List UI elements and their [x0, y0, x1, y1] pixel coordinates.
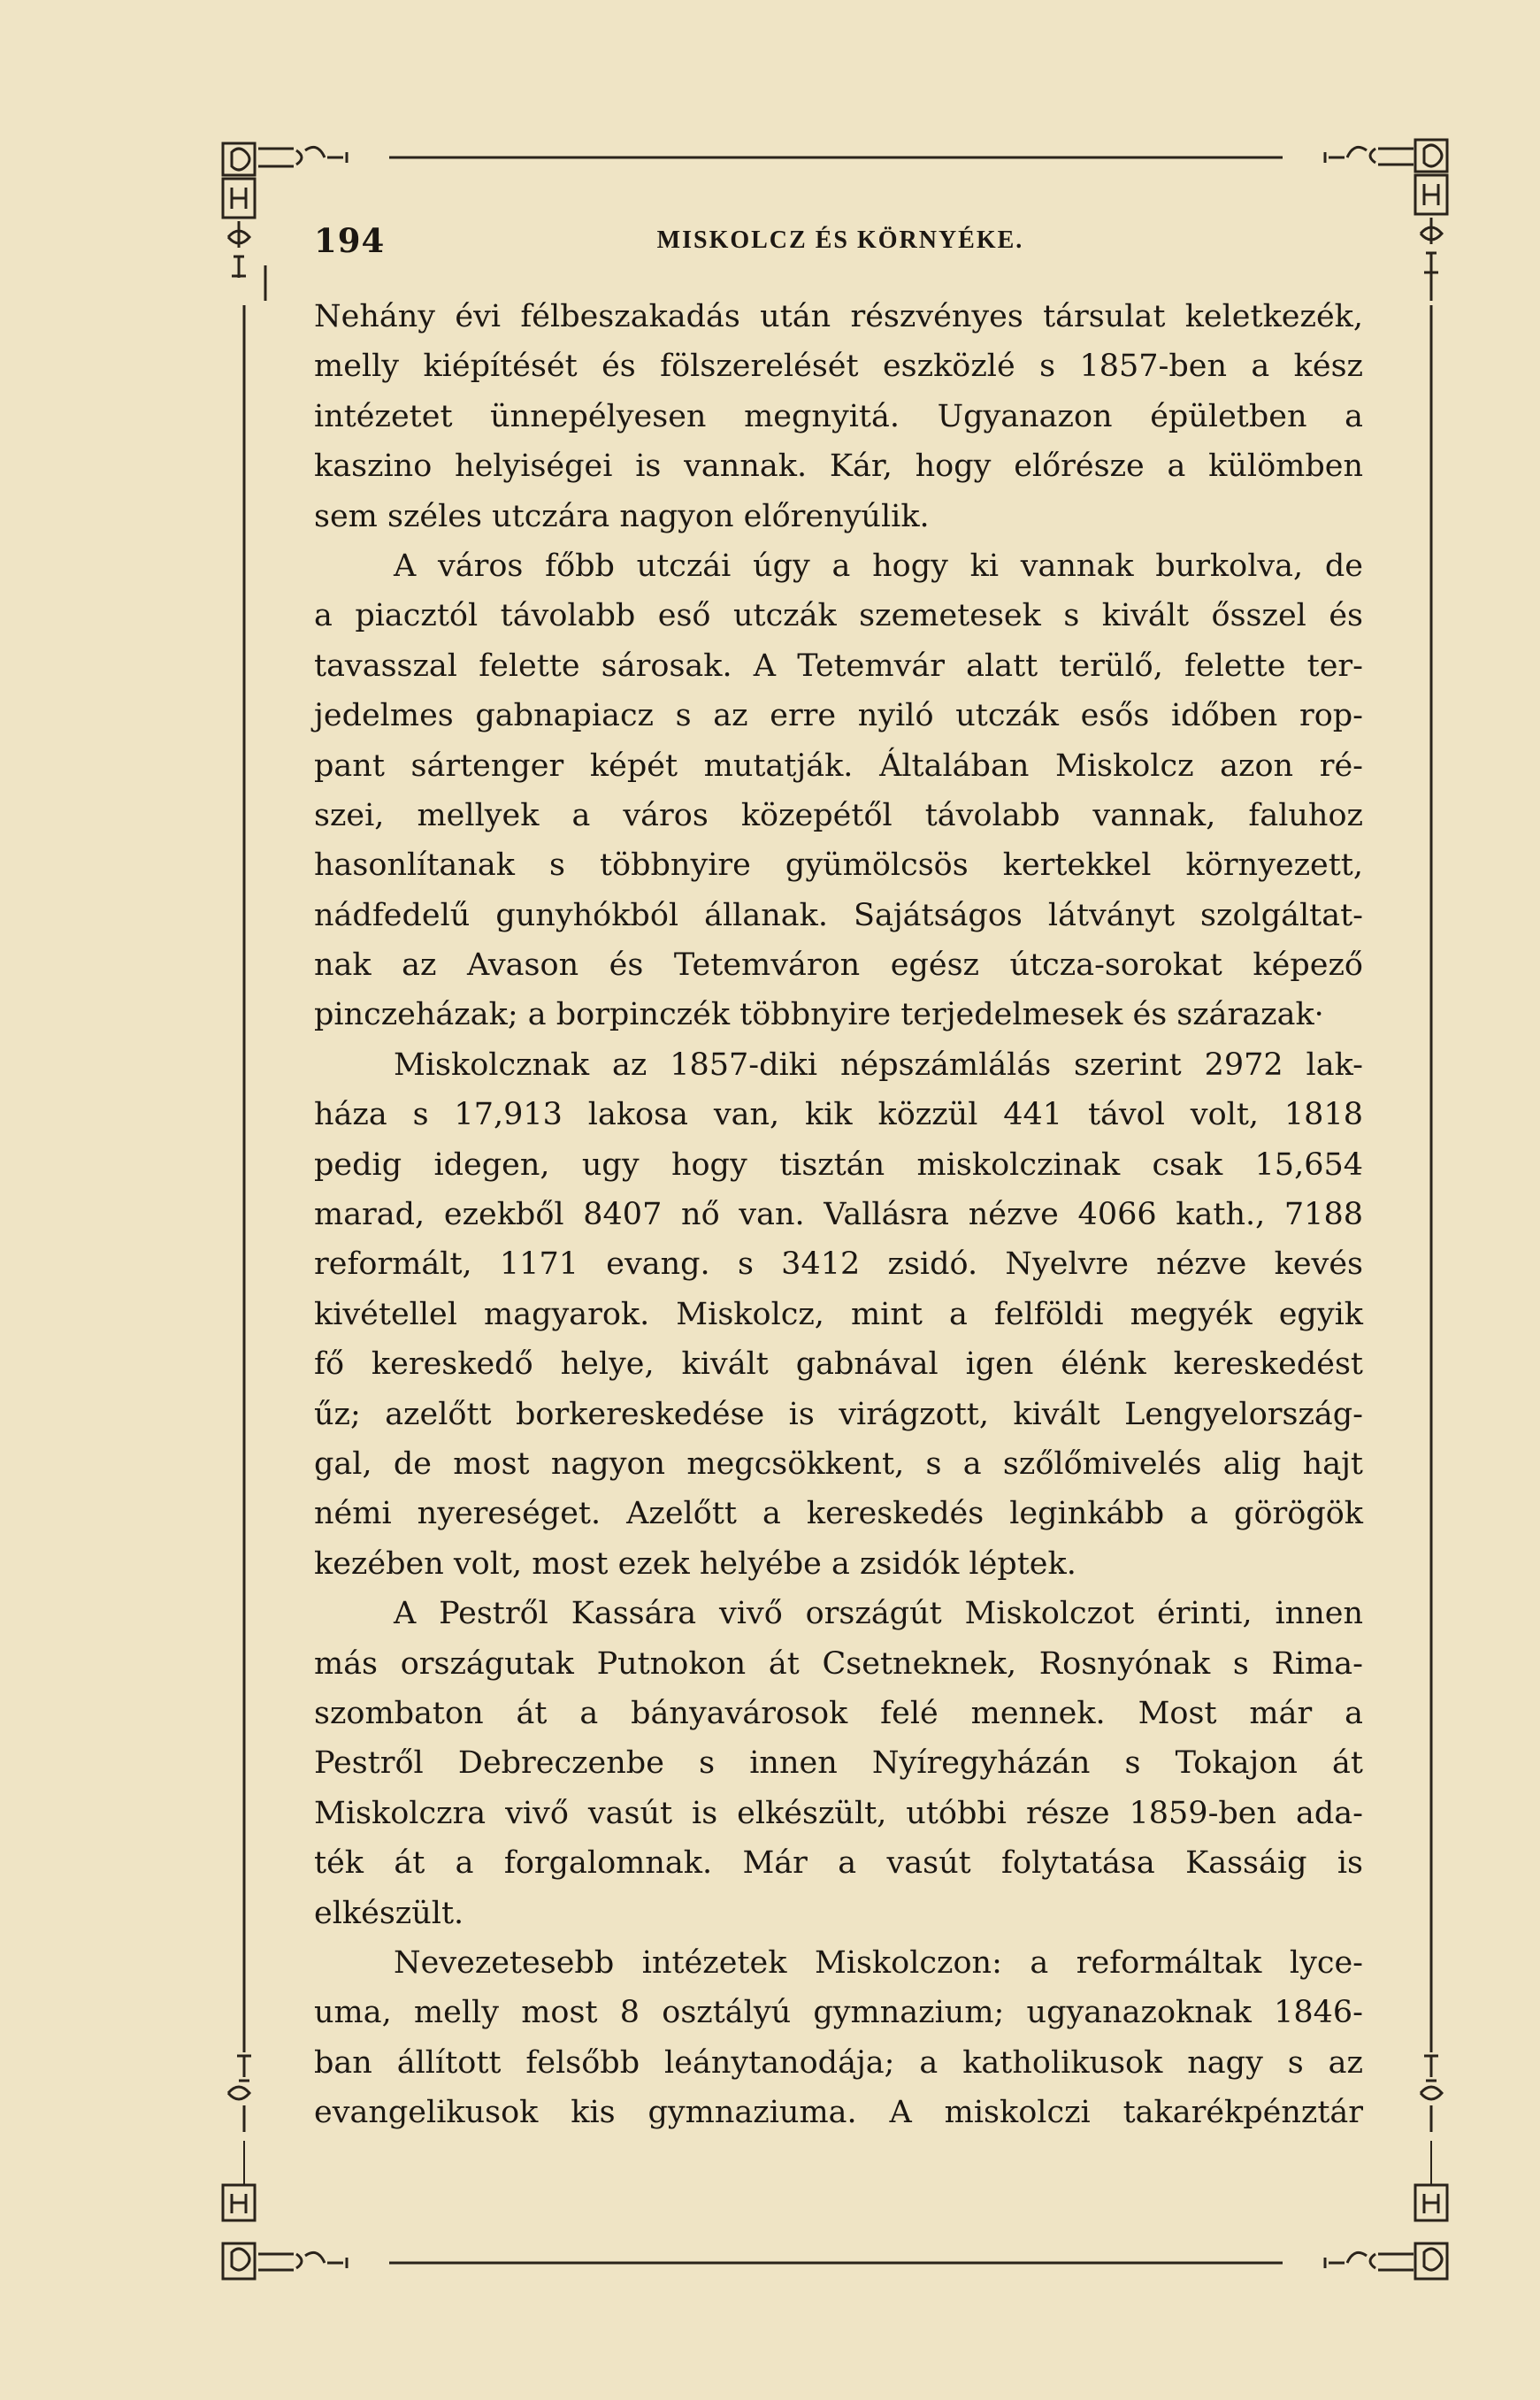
running-title: MISKOLCZ ÉS KÖRNYÉKE.: [656, 226, 1024, 254]
text-line: Nehány évi félbeszakadás után részvényes társulat keletkezék,: [314, 299, 1363, 334]
paragraph: [314, 1040, 1363, 1589]
paragraph: [314, 292, 1363, 541]
page-number: 194: [314, 221, 386, 260]
text-line: Nevezetesebb intézetek Miskolczon: a reformáltak lyce-: [394, 1944, 1363, 1981]
text-line: Pestről Debreczenbe s innen Nyíregyházán s Tokajon át: [314, 1745, 1363, 1782]
text-line: pedig idegen, ugy hogy tisztán miskolczinak csak 15,654: [314, 1146, 1363, 1183]
text-line: Miskolczra vivő vasút is elkészült, utóbbi része 1859-ben ada-: [314, 1795, 1363, 1831]
text-line: szei, mellyek a város közepétől távolabb vannak, faluhoz: [314, 797, 1363, 833]
text-line: tavasszal felette sárosak. A Tetemvár alatt terülő, felette ter-: [314, 648, 1363, 684]
text-line: evangelikusok kis gymnaziuma. A miskolczi takarékpénztár: [314, 2095, 1363, 2131]
text-line: kezében volt, most ezek helyébe a zsidók léptek.: [314, 1545, 1076, 1582]
text-line: fő kereskedő helye, kivált gabnával igen élénk kereskedést: [314, 1346, 1363, 1383]
text-line: Miskolcznak az 1857-diki népszámlálás szerint 2972 lak-: [394, 1047, 1363, 1083]
text-line: gal, de most nagyon megcsökkent, s a szőlőmivelés alig hajt: [314, 1445, 1363, 1482]
text-line: hasonlítanak s többnyire gyümölcsös kertekkel környezett,: [314, 847, 1363, 884]
text-line: nak az Avason és Tetemváron egész útcza-sorokat képező: [314, 947, 1363, 984]
text-line: ban állított felsőbb leánytanodája; a katholikusok nagy s az: [314, 2044, 1363, 2081]
text-line: némi nyereséget. Azelőtt a kereskedés leginkább a görögök: [314, 1496, 1363, 1532]
paragraph: [314, 1938, 1363, 2138]
paragraph: [314, 541, 1363, 1040]
paragraph: [314, 1589, 1363, 1938]
text-line: pant sártenger képét mutatják. Általában Miskolcz azon ré-: [314, 748, 1363, 784]
running-head: [314, 221, 1367, 265]
text-line: szombaton át a bányavárosok felé mennek. Most már a: [314, 1695, 1363, 1731]
text-line: nádfedelű gunyhókból állanak. Sajátságos látványt szolgáltat-: [314, 897, 1363, 933]
text-line: kaszino helyiségei is vannak. Kár, hogy előrésze a külömben: [314, 449, 1363, 485]
text-line: A város főbb utczái úgy a hogy ki vannak burkolva, de: [394, 548, 1363, 584]
text-line: A Pestről Kassára vivő országút Miskolczot érinti, innen: [394, 1596, 1363, 1632]
text-line: reformált, 1171 evang. s 3412 zsidó. Nyelvre nézve kevés: [314, 1246, 1363, 1283]
body-text: [314, 292, 1363, 2137]
text-line: pinczeházak; a borpinczék többnyire terjedelmesek és szárazak·: [314, 997, 1324, 1033]
text-line: elkészült.: [314, 1895, 464, 1931]
text-line: jedelmes gabnapiacz s az erre nyiló utczák esős időben rop-: [314, 698, 1363, 734]
text-line: a piacztól távolabb eső utczák szemetesek s kivált ősszel és: [314, 598, 1363, 634]
text-line: melly kiépítését és fölszerelését eszközlé s 1857-ben a kész: [314, 349, 1363, 385]
text-line: intézetet ünnepélyesen megnyitá. Ugyanazon épületben a: [314, 398, 1363, 434]
text-line: űz; azelőtt borkereskedése is virágzott, kivált Lengyelország-: [314, 1396, 1363, 1432]
text-line: kivétellel magyarok. Miskolcz, mint a felföldi megyék egyik: [314, 1296, 1363, 1332]
text-line: marad, ezekből 8407 nő van. Vallásra nézve 4066 kath., 7188: [314, 1197, 1363, 1233]
text-line: ték át a forgalomnak. Már a vasút folytatása Kassáig is: [314, 1845, 1363, 1882]
text-line: háza s 17,913 lakosa van, kik közzül 441 távol volt, 1818: [314, 1097, 1363, 1133]
text-line: uma, melly most 8 osztályú gymnazium; ugyanazoknak 1846-: [314, 1995, 1363, 2031]
text-line: sem széles utczára nagyon előrenyúlik.: [314, 498, 930, 534]
text-line: más országutak Putnokon át Csetneknek, Rosnyónak s Rima-: [314, 1645, 1363, 1682]
